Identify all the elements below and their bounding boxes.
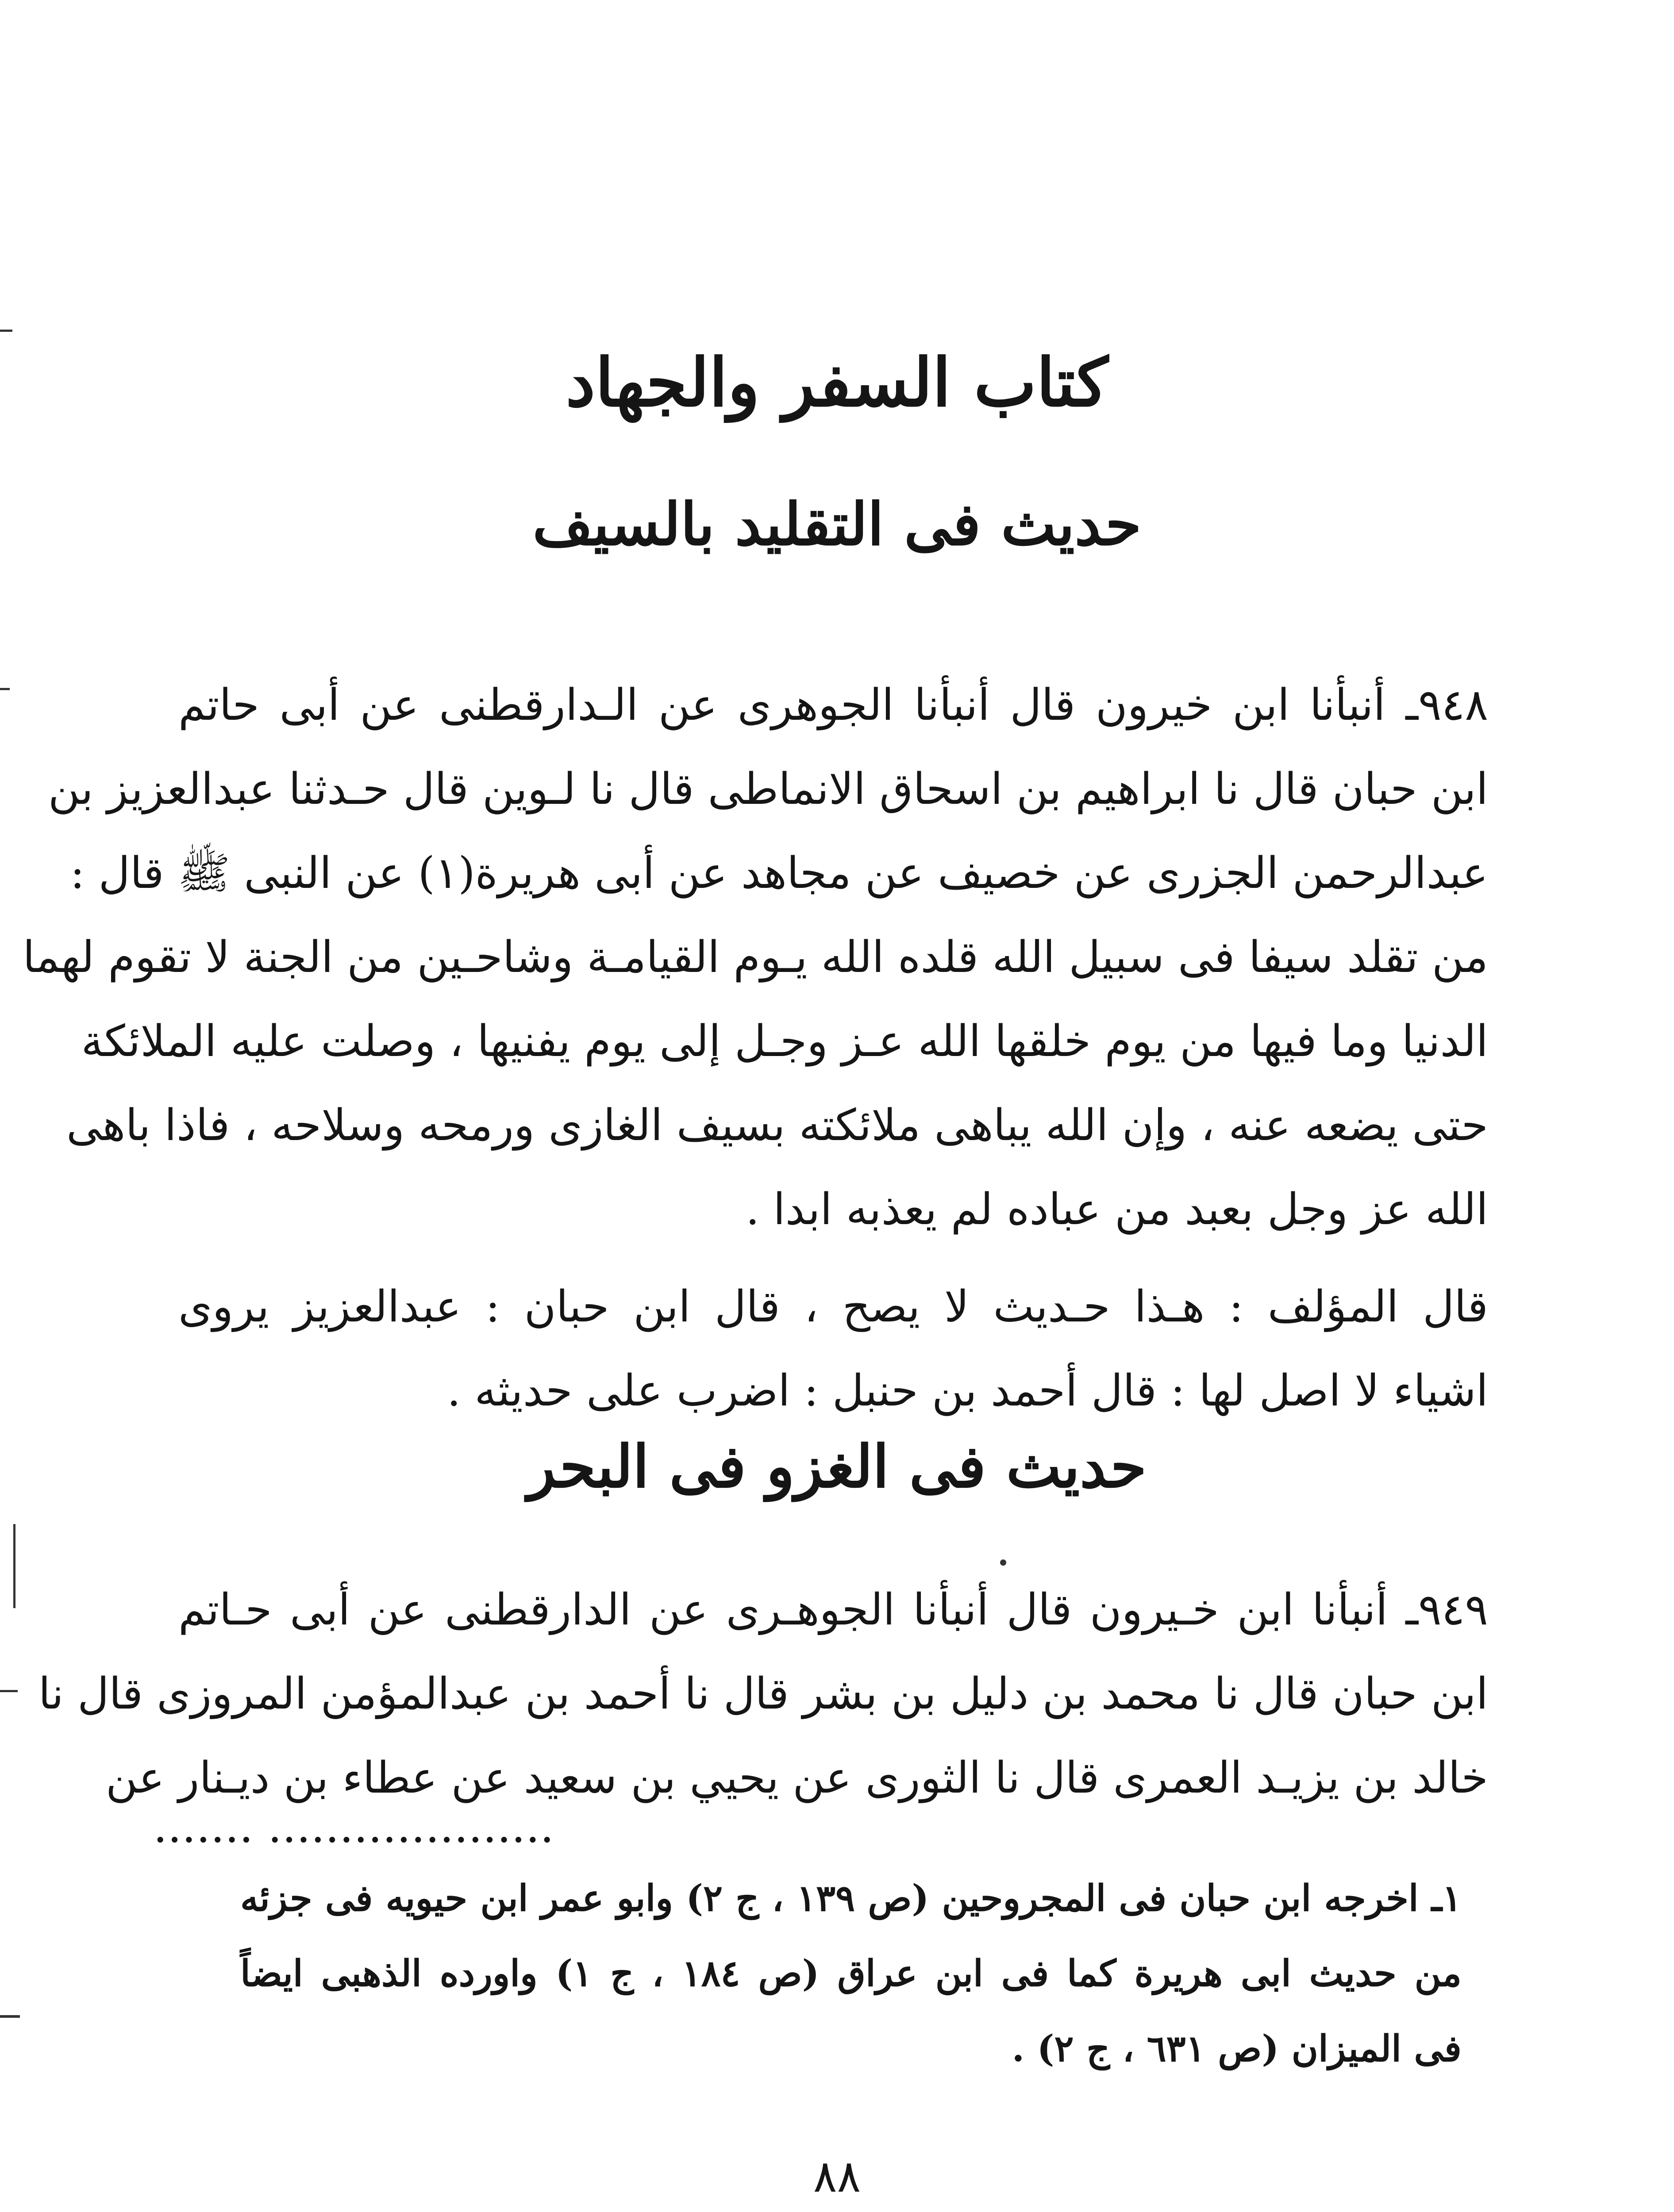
scan-edge-mark xyxy=(0,1690,18,1692)
hadith-line: ابن حبان قال نا محمد بن دليل بن بشر قال نا أحمد بن عبدالمؤمن المروزى قال نا xyxy=(38,1669,1488,1719)
scan-edge-mark xyxy=(0,2015,20,2018)
hadith-line: ابن حبان قال نا ابراهيم بن اسحاق الانماطى قال نا لـوين قال حـدثنا عبدالعزيز بن xyxy=(48,764,1488,814)
footnote-line: ١ـ اخرجه ابن حبان فى المجروحين (ص ١٣٩ ، ج ٢) وابو عمر ابن حيويه فى جزئه xyxy=(240,1877,1462,1920)
hadith-line: ٩٤٨ـ أنبأنا ابن خيرون قال أنبأنا الجوهرى عن الـدارقطنى عن أبى حاتم xyxy=(178,680,1488,730)
scan-edge-mark xyxy=(0,688,10,690)
footnote-line: من حديث ابى هريرة كما فى ابن عراق (ص ١٨٤ ، ج ١) واورده الذهبى ايضاً xyxy=(240,1952,1462,1995)
hadith-line: الله عز وجل بعبد من عباده لم يعذبه ابدا . xyxy=(746,1184,1488,1235)
hadith-line: من تقلد سيفا فى سبيل الله قلده الله يـوم القيامـة وشاحـين من الجنة لا تقوم لهما xyxy=(23,932,1488,983)
hadith-line: عبدالرحمن الجزرى عن خصيف عن مجاهد عن أبى هريرة(١) عن النبى ﷺ قال : xyxy=(70,848,1488,899)
scan-dot-mark xyxy=(1000,1559,1006,1566)
hadith-line: خالد بن يزيـد العمرى قال نا الثورى عن يحيي بن سعيد عن عطاء بن ديـنار عن xyxy=(105,1753,1488,1803)
hadith-line: حتى يضعه عنه ، وإن الله يباهى ملائكته بسيف الغازى ورمحه وسلاحه ، فاذا باهى xyxy=(66,1100,1488,1151)
footnote-line: فى الميزان (ص ٦٣١ ، ج ٢) . xyxy=(1012,2028,1462,2070)
chapter-title: كتاب السفر والجهاد xyxy=(566,344,1108,422)
page-number: ٨٨ xyxy=(813,2151,861,2202)
author-comment-line: قال المؤلف : هـذا حـديث لا يصح ، قال ابن حبان : عبدالعزيز يروى xyxy=(178,1282,1488,1332)
hadith-line: ٩٤٩ـ أنبأنا ابن خـيرون قال أنبأنا الجوهـرى عن الدارقطنى عن أبى حـاتم xyxy=(178,1585,1488,1635)
scan-edge-mark xyxy=(13,1524,15,1608)
scan-edge-mark xyxy=(0,330,12,332)
footnote-separator: ....... .................... xyxy=(155,1813,556,1850)
section-heading: حديث فى التقليد بالسيف xyxy=(532,490,1142,559)
section-heading: حديث فى الغزو فى البحر xyxy=(527,1432,1147,1501)
author-comment-line: اشياء لا اصل لها : قال أحمد بن حنبل : اضرب على حديثه . xyxy=(447,1366,1488,1416)
hadith-line: الدنيا وما فيها من يوم خلقها الله عـز وجـل إلى يوم يفنيها ، وصلت عليه الملائكة xyxy=(81,1016,1488,1067)
